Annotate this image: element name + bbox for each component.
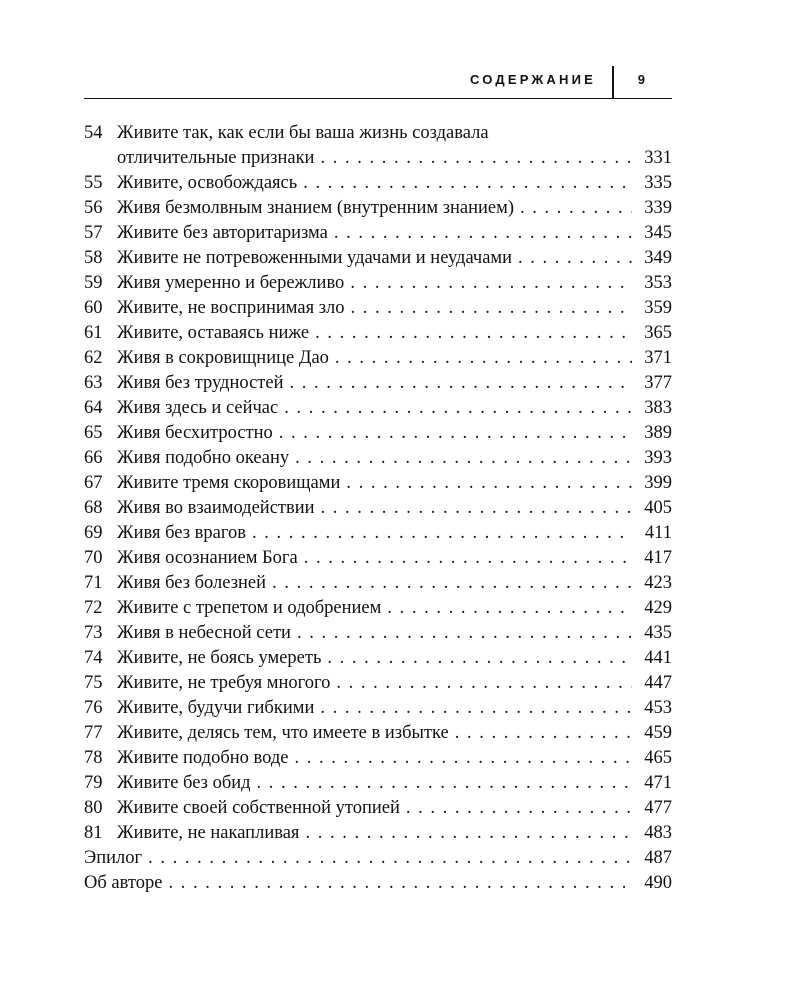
toc-entry (84, 446, 672, 471)
toc-entry-title: Живя в сокровищнице Дао (117, 348, 329, 368)
toc-entry-epilogue (84, 846, 672, 871)
toc-entry-page: 349 (644, 248, 672, 268)
toc-entry-title: Живя без врагов (117, 523, 246, 543)
dot-leader (305, 821, 632, 846)
toc-entry (84, 546, 672, 571)
toc-entry (84, 171, 672, 196)
table-of-contents (84, 121, 672, 896)
dot-leader (295, 446, 632, 471)
toc-entry (84, 196, 672, 221)
toc-entry-page: 411 (644, 523, 672, 543)
toc-entry-title: Живя во взаимодействии (117, 498, 315, 518)
toc-entry (84, 396, 672, 421)
header-page-number: 9 (637, 72, 645, 87)
toc-entry-title: Живя осознанием Бога (117, 548, 298, 568)
toc-entry-page: 359 (644, 298, 672, 318)
toc-entry-number: 72 (84, 598, 103, 618)
toc-entry-title: Живите не потревоженными удачами и неудачами (117, 248, 513, 268)
toc-entry-title: Живя безмолвным знанием (внутренним знанием) (117, 198, 515, 218)
toc-entry-page: 423 (644, 573, 672, 593)
toc-entry-title: Живите, не требуя многого (117, 673, 331, 693)
dot-leader (387, 596, 632, 621)
toc-entry-number: 56 (84, 198, 103, 218)
toc-entry (84, 596, 672, 621)
toc-entry (84, 571, 672, 596)
dot-leader (303, 171, 632, 196)
toc-entry-page: 435 (644, 623, 672, 643)
toc-entry-title: Живите без обид (117, 773, 251, 793)
toc-entry-page: 417 (644, 548, 672, 568)
toc-entry-title: Живя подобно океану (117, 448, 290, 468)
toc-entry-title: Живите, не воспринимая зло (117, 298, 345, 318)
toc-entry-number: 68 (84, 498, 103, 518)
toc-entry-page: 441 (644, 648, 672, 668)
dot-leader (252, 521, 632, 546)
toc-entry (84, 671, 672, 696)
toc-entry (84, 421, 672, 446)
toc-entry-number: 74 (84, 648, 103, 668)
toc-entry-number: 62 (84, 348, 103, 368)
dot-leader (520, 196, 632, 221)
header-title: СОДЕРЖАНИЕ (470, 72, 596, 87)
dot-leader (257, 771, 632, 796)
toc-entry (84, 821, 672, 846)
dot-leader (350, 271, 632, 296)
toc-entry-page: 405 (644, 498, 672, 518)
toc-entry-number: 80 (84, 798, 103, 818)
toc-entry-page: 487 (644, 848, 672, 868)
dot-leader (327, 646, 632, 671)
dot-leader (406, 796, 632, 821)
toc-entry-page: 331 (644, 148, 672, 168)
toc-entry-page: 477 (644, 798, 672, 818)
toc-entry-number: 55 (84, 173, 103, 193)
dot-leader (321, 496, 632, 521)
running-header (84, 64, 672, 99)
toc-entry-page: 471 (644, 773, 672, 793)
toc-entry-number: 77 (84, 723, 103, 743)
toc-entry-title-continued: отличительные признаки (117, 148, 315, 168)
dot-leader (148, 846, 632, 871)
toc-entry (84, 246, 672, 271)
toc-entry-number: 70 (84, 548, 103, 568)
dot-leader (320, 146, 632, 171)
toc-entry-title: Живите подобно воде (117, 748, 289, 768)
dot-leader (279, 421, 632, 446)
toc-entry-number: 76 (84, 698, 103, 718)
toc-entry-title: Живя здесь и сейчас (117, 398, 279, 418)
toc-entry-number: 59 (84, 273, 103, 293)
toc-entry-page: 339 (644, 198, 672, 218)
toc-entry (84, 346, 672, 371)
toc-entry-number: 71 (84, 573, 103, 593)
dot-leader (304, 546, 632, 571)
toc-entry-number: 73 (84, 623, 103, 643)
toc-entry (84, 496, 672, 521)
toc-entry-title: Живя бесхитростно (117, 423, 273, 443)
dot-leader (294, 746, 632, 771)
toc-entry-number: 64 (84, 398, 103, 418)
toc-entry (84, 371, 672, 396)
dot-leader (455, 721, 632, 746)
toc-entry-page: 453 (644, 698, 672, 718)
toc-entry-number: 65 (84, 423, 103, 443)
toc-entry-page: 371 (644, 348, 672, 368)
toc-entry-title: Живите, будучи гибкими (117, 698, 315, 718)
toc-entry-number: 61 (84, 323, 103, 343)
toc-entry-number: 58 (84, 248, 103, 268)
toc-entry-number: 63 (84, 373, 103, 393)
toc-entry-page: 447 (644, 673, 672, 693)
toc-entry (84, 471, 672, 496)
toc-entry-page: 377 (644, 373, 672, 393)
dot-leader (297, 621, 632, 646)
header-divider (612, 66, 614, 98)
toc-entry-number: 69 (84, 523, 103, 543)
toc-entry-title: Об авторе (84, 873, 163, 893)
toc-entry-number: 66 (84, 448, 103, 468)
dot-leader (334, 221, 632, 246)
toc-entry-title: Живите, не накапливая (117, 823, 300, 843)
toc-entry (84, 771, 672, 796)
toc-entry-title: Живите тремя скоровищами (117, 473, 341, 493)
toc-entry-number: 57 (84, 223, 103, 243)
dot-leader (518, 246, 632, 271)
toc-entry-title: Живя без трудностей (117, 373, 284, 393)
toc-entry-page: 483 (644, 823, 672, 843)
toc-entry (84, 621, 672, 646)
dot-leader (168, 871, 632, 896)
toc-entry (84, 221, 672, 246)
toc-entry-number: 54 (84, 123, 103, 143)
toc-entry-number: 67 (84, 473, 103, 493)
toc-entry-page: 335 (644, 173, 672, 193)
toc-entry-page: 353 (644, 273, 672, 293)
toc-entry-page: 399 (644, 473, 672, 493)
toc-entry (84, 321, 672, 346)
toc-entry-title: Живите, освобождаясь (117, 173, 298, 193)
toc-entry-page: 345 (644, 223, 672, 243)
toc-entry-page: 429 (644, 598, 672, 618)
toc-entry-number: 79 (84, 773, 103, 793)
toc-entry (84, 721, 672, 746)
dot-leader (289, 371, 632, 396)
toc-entry (84, 521, 672, 546)
toc-entry (84, 296, 672, 321)
dot-leader (346, 471, 632, 496)
dot-leader (315, 321, 632, 346)
toc-entry-title: Живя в небесной сети (117, 623, 291, 643)
dot-leader (336, 671, 632, 696)
toc-entry-title: Живя умеренно и бережливо (117, 273, 345, 293)
toc-entry-title: Живите, оставаясь ниже (117, 323, 310, 343)
toc-entry (84, 696, 672, 721)
toc-entry-number: 60 (84, 298, 103, 318)
toc-entry-page: 393 (644, 448, 672, 468)
toc-entry-page: 465 (644, 748, 672, 768)
dot-leader (284, 396, 632, 421)
toc-entry-title: Живите так, как если бы ваша жизнь создавала (117, 123, 489, 143)
toc-entry-number: 81 (84, 823, 103, 843)
dot-leader (272, 571, 632, 596)
toc-entry-title: Живите, делясь тем, что имеете в избытке (117, 723, 449, 743)
toc-entry-page: 383 (644, 398, 672, 418)
toc-entry (84, 646, 672, 671)
toc-entry-number: 75 (84, 673, 103, 693)
dot-leader (320, 696, 632, 721)
dot-leader (351, 296, 633, 321)
toc-entry-number: 78 (84, 748, 103, 768)
toc-entry-title: Живите, не боясь умереть (117, 648, 322, 668)
toc-entry-title: Живя без болезней (117, 573, 267, 593)
toc-entry-page: 490 (644, 873, 672, 893)
dot-leader (335, 346, 632, 371)
toc-entry-title: Эпилог (84, 848, 143, 868)
toc-entry-page: 365 (644, 323, 672, 343)
toc-entry (84, 796, 672, 821)
toc-entry-title: Живите без авторитаризма (117, 223, 328, 243)
toc-entry-page: 459 (644, 723, 672, 743)
toc-entry (84, 271, 672, 296)
toc-entry-title: Живите с трепетом и одобрением (117, 598, 382, 618)
toc-entry-title: Живите своей собственной утопией (117, 798, 400, 818)
toc-entry (84, 121, 672, 171)
toc-entry (84, 746, 672, 771)
toc-entry-about-author (84, 871, 672, 896)
toc-entry-page: 389 (644, 423, 672, 443)
